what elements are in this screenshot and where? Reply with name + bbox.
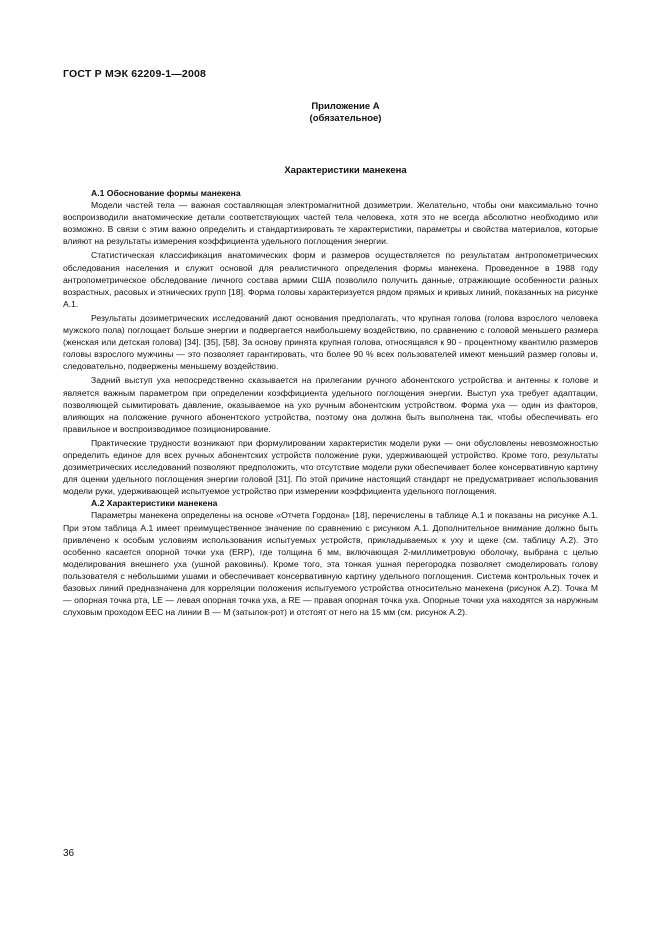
page-number: 36: [63, 848, 75, 859]
appendix-title-block: [0, 101, 661, 125]
document-header: ГОСТ Р МЭК 62209-1—2008: [63, 68, 207, 80]
body-text: [63, 187, 598, 618]
appendix-status: (обязательное): [309, 113, 382, 124]
paragraph: Модели частей тела — важная составляющая электромагнитной дозиметрии. Желательно, чтобы они максимально точно воспроизводили анатомические детали соответствующих частей тела человека, хотя это не всегда абсолютно необходимо или возможно. В связи с этим важно определить и стандартизировать те характеристики, параметры и свойства материалов, которые влияют на результаты измерения коэффициента удельного поглощения энергии.: [63, 200, 598, 247]
section-title: Характеристики манекена: [284, 165, 407, 176]
subsection-heading-a1: А.1 Обоснование формы манекена: [91, 188, 241, 198]
appendix-title: Приложение А: [311, 101, 380, 112]
subsection-heading-a2: А.2 Характеристики манекена: [91, 498, 218, 509]
paragraph: Результаты дозиметрических исследований дают основания предполагать, что крупная голова (голова взрослого человека мужского пола) поглощает больше энергии и подвергается наибольшему воздействию, по сравнению с головой меньшего размера (женская или детская голова) [34]. [35], [58]. За основу принята крупная голова, относящаяся к 90 - процентному квантилю размеров головы взрослого мужчины — это позволяет гарантировать, что более 90 % всех пользователей имеют меньший размер головы и, следовательно, подвержены меньшему воздействию.: [63, 312, 598, 372]
paragraph: Статистическая классификация анатомических форм и размеров осуществляется по результатам антропометрических обследования населения и служит основой для реалистичного определения формы манекена. Проведенное в 1988 году антропометрическое обследование личного состава армии США позволило получить данные, отражающие особенности разных возрастных, расовых и этнических групп [18]. Форма головы характеризуется рядом прямых и кривых линий, показанных на рисунке А.1.: [63, 250, 598, 309]
paragraph: Практические трудности возникают при формулировании характеристик модели руки — они обусловлены невозможностью определить единое для всех ручных абонентских устройств положение руки, удерживающей устройство. Кроме того, результаты дозиметрических исследований позволяют предположить, что отсутствие модели руки обеспечивает более консервативную картину для оценки удельного поглощения энергии головой [31]. По этой причине настоящий стандарт не предусматривает использования модели руки, удерживающей испытуемое устройство при измерении коэффициента удельного поглощения.: [63, 437, 598, 497]
paragraph: Параметры манекена определены на основе «Отчета Гордона» [18], перечислены в таблице А.1 и показаны на рисунке А.1. При этом таблица А.1 имеет преимущественное значение по сравнению с рисунком А.1. Дополнительное внимание должно быть привлечено к особым условиям использования испытуемых устройств, прикладываемых к уху и щеке (см. таблицу А.2). Это особенно касается опорной точки уха (ERP), где толщина 6 мм, включающая 2-миллиметровую оболочку, выбрана с целью моделирования внешнего уха (ушной раковины). Кроме того, эта тонкая ушная перегородка позволяет смоделировать голову пользователя с небольшими ушами и обеспечивает консервативную картину удельного поглощения. Система контрольных точек и базовых линий предназначена для корреляции положения испытуемого устройства относительно манекена (рисунок А.2). Точка М — опорная точка рта, LE — левая опорная точка уха, a RE — правая опорная точка уха. Опорные точки уха находятся за наружным слуховым проходом ЕЕС на линии В — М (затылок-рот) и отстоят от него на 15 мм (см. рисунок А.2).: [63, 510, 598, 618]
paragraph: Задний выступ уха непосредственно сказывается на прилегании ручного абонентского устройства и антенны к голове и является важным параметром при определении коэффициента удельного поглощения энергии. Выступ уха требует адаптации, позволяющей сымитировать давление, оказываемое на ухо ручным абонентским устройством. Форма уха — один из факторов, влияющих на положение ручного абонентского устройства, поэтому она должна быть выполнена так, чтобы обеспечивать его правильное и воспроизводимое позиционирование.: [63, 375, 598, 434]
